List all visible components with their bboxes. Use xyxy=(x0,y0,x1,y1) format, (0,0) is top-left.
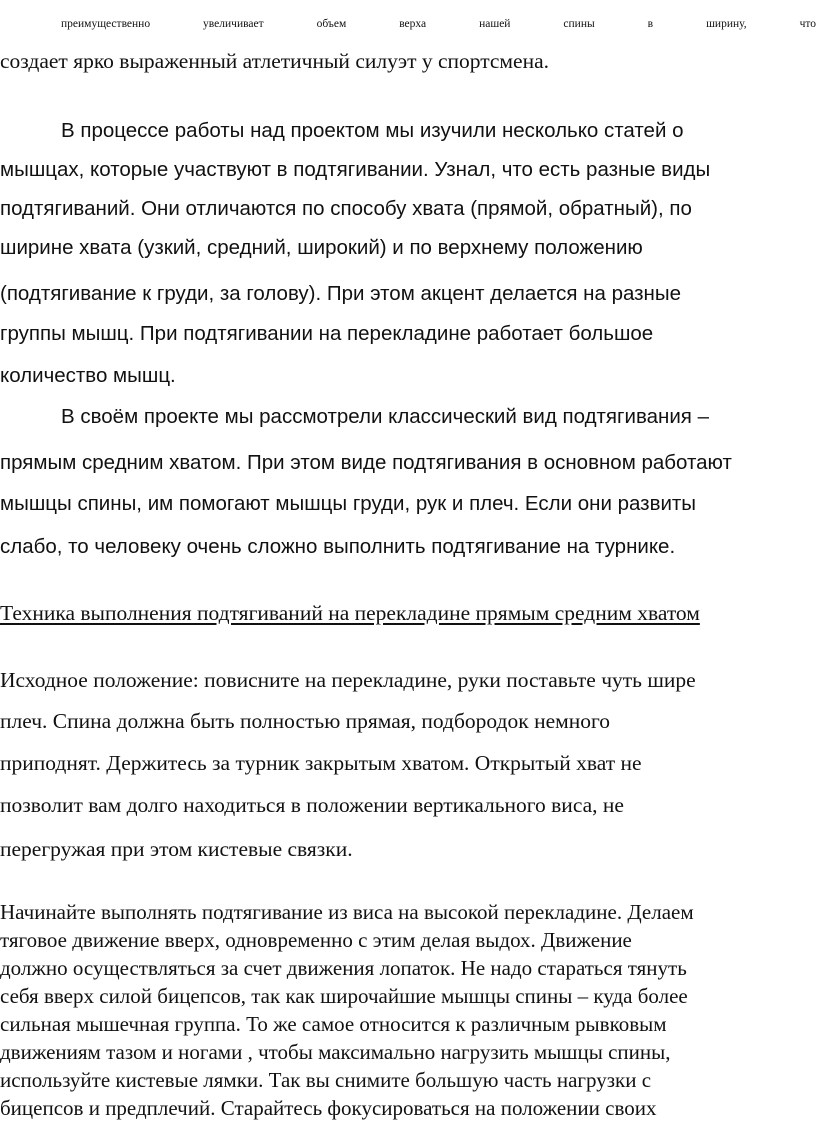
research-line-4: ширине хвата (узкий, средний, широкий) и по верхнему положению xyxy=(0,236,643,259)
research-line-5: (подтягивание к груди, за голову). При этом акцент делается на разные xyxy=(0,282,681,305)
research-line-7: количество мышц. xyxy=(0,364,176,387)
execution-line-4: себя вверх силой бицепсов, так как широчайшие мышцы спины – куда более xyxy=(0,984,688,1008)
execution-line-6: движениям тазом и ногами , чтобы максимально нагрузить мышцы спины, xyxy=(0,1040,671,1064)
start-position-line-5: перегружая при этом кистевые связки. xyxy=(0,837,353,861)
continuation-line-2: создает ярко выраженный атлетичный силуэт у спортсмена. xyxy=(0,49,550,73)
section-heading: Техника выполнения подтягиваний на перекладине прямым средним хватом xyxy=(0,601,700,625)
research-line-2: мышцах, которые участвуют в подтягивании. Узнал, что есть разные виды xyxy=(0,158,711,181)
execution-line-5: сильная мышечная группа. То же самое относится к различным рывковым xyxy=(0,1012,667,1036)
research-line-1: В процессе работы над проектом мы изучили несколько статей о xyxy=(61,119,684,142)
execution-line-8: бицепсов и предплечий. Старайтесь фокусироваться на положении своих xyxy=(0,1096,657,1120)
execution-line-3: должно осуществляться за счет движения лопаток. Не надо стараться тянуть xyxy=(0,956,687,980)
start-position-line-2: плеч. Спина должна быть полностью прямая, подбородок немного xyxy=(0,709,611,733)
execution-line-7: используйте кистевые лямки. Так вы снимите большую часть нагрузки с xyxy=(0,1068,652,1092)
project-line-3: мышцы спины, им помогают мышцы груди, рук и плеч. Если они развиты xyxy=(0,492,697,515)
start-position-line-1: Исходное положение: повисните на перекладине, руки поставьте чуть шире xyxy=(0,668,696,692)
research-line-3: подтягиваний. Они отличаются по способу хвата (прямой, обратный), по xyxy=(0,197,692,220)
project-line-2: прямым средним хватом. При этом виде подтягивания в основном работают xyxy=(0,451,732,474)
project-line-1: В своём проекте мы рассмотрели классический вид подтягивания – xyxy=(61,405,709,428)
project-line-4: слабо, то человеку очень сложно выполнить подтягивание на турнике. xyxy=(0,535,676,558)
start-position-line-4: позволит вам долго находиться в положении вертикального виса, не xyxy=(0,793,624,817)
research-line-6: группы мышц. При подтягивании на перекладине работает большое xyxy=(0,322,654,345)
continuation-line-1: преимущественно увеличивает объем верха нашей спины в ширину, что xyxy=(61,18,816,30)
start-position-line-3: приподнят. Держитесь за турник закрытым хватом. Открытый хват не xyxy=(0,751,642,775)
execution-line-2: тяговое движение вверх, одновременно с этим делая выдох. Движение xyxy=(0,928,632,952)
execution-line-1: Начинайте выполнять подтягивание из виса на высокой перекладине. Делаем xyxy=(0,900,694,924)
